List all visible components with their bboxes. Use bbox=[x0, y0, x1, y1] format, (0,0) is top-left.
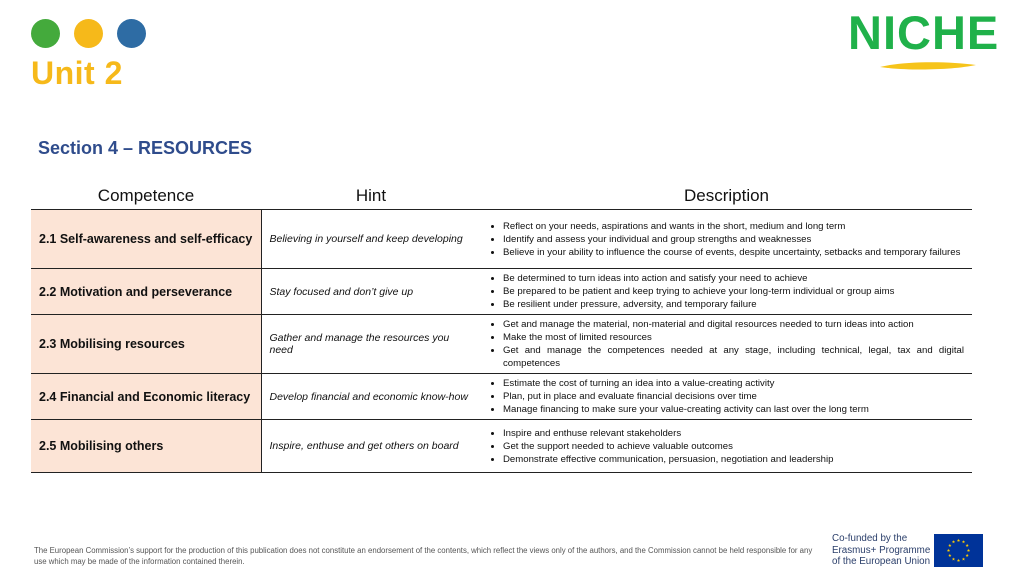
description-item: • Estimate the cost of turning an idea into a value-creating activity bbox=[503, 377, 964, 390]
logo-text: NICHE bbox=[848, 6, 1000, 59]
unit-title: Unit 2 bbox=[31, 55, 123, 91]
description-item: • Plan, put in place and evaluate financial decisions over time bbox=[503, 390, 964, 403]
hint-cell: Develop financial and economic know-how bbox=[261, 374, 481, 420]
color-dots bbox=[31, 19, 146, 48]
table-row bbox=[31, 420, 972, 473]
niche-logo bbox=[848, 8, 1010, 70]
eu-text-line: Erasmus+ Programme bbox=[832, 544, 931, 556]
description-cell bbox=[481, 210, 972, 269]
competence-cell: 2.1 Self-awareness and self-efficacy bbox=[31, 210, 261, 269]
logo-swoosh-icon bbox=[878, 60, 978, 71]
table-row bbox=[31, 210, 972, 269]
hint-cell: Inspire, enthuse and get others on board bbox=[261, 420, 481, 473]
eu-text-line: Co-funded by the bbox=[832, 533, 908, 544]
competence-cell: 2.3 Mobilising resources bbox=[31, 315, 261, 374]
description-item: • Inspire and enthuse relevant stakeholders bbox=[503, 427, 964, 440]
green-dot-icon bbox=[31, 19, 60, 48]
competence-table bbox=[31, 182, 972, 473]
description-item: • Make the most of limited resources bbox=[503, 331, 964, 344]
description-item: • Identify and assess your individual and group strengths and weaknesses bbox=[503, 233, 964, 246]
yellow-dot-icon bbox=[74, 19, 103, 48]
section-title: Section 4 – RESOURCES bbox=[38, 138, 253, 158]
hint-cell: Gather and manage the resources you need bbox=[261, 315, 481, 374]
description-item: • Get and manage the competences needed at any stage, including technical, legal, tax and digital competences bbox=[503, 344, 964, 370]
eu-cofunding-text bbox=[832, 533, 930, 568]
header-description: Description bbox=[481, 182, 972, 210]
description-item: • Reflect on your needs, aspirations and wants in the short, medium and long term bbox=[503, 220, 964, 233]
table-row bbox=[31, 374, 972, 420]
hint-cell: Believing in yourself and keep developing bbox=[261, 210, 481, 269]
description-item: • Be determined to turn ideas into action and satisfy your need to achieve bbox=[503, 272, 964, 285]
description-item: • Be prepared to be patient and keep trying to achieve your long-term individual or group aims bbox=[503, 285, 964, 298]
eu-flag-icon bbox=[934, 534, 983, 567]
eu-text-line: of the European Union bbox=[832, 556, 931, 567]
table-row bbox=[31, 315, 972, 374]
description-item: • Be resilient under pressure, adversity, and temporary failure bbox=[503, 298, 964, 311]
description-cell bbox=[481, 420, 972, 473]
header-hint: Hint bbox=[261, 182, 481, 210]
description-item: • Demonstrate effective communication, persuasion, negotiation and leadership bbox=[503, 453, 964, 466]
competence-cell: 2.2 Motivation and perseverance bbox=[31, 269, 261, 315]
disclaimer-text: The European Commission’s support for the production of this publication does not constitute an endorsement of the contents, which reflect the views only of the authors, and the Commission cannot be held responsible for any use which may be made of the information contained therein. bbox=[34, 546, 813, 566]
competence-cell: 2.5 Mobilising others bbox=[31, 420, 261, 473]
competence-cell: 2.4 Financial and Economic literacy bbox=[31, 374, 261, 420]
description-cell bbox=[481, 315, 972, 374]
description-item: • Manage financing to make sure your value-creating activity can last over the long term bbox=[503, 403, 964, 416]
description-cell bbox=[481, 374, 972, 420]
description-cell bbox=[481, 269, 972, 315]
header-competence: Competence bbox=[31, 182, 261, 210]
description-item: • Get the support needed to achieve valuable outcomes bbox=[503, 440, 964, 453]
table-row bbox=[31, 269, 972, 315]
blue-dot-icon bbox=[117, 19, 146, 48]
hint-cell: Stay focused and don’t give up bbox=[261, 269, 481, 315]
table-header-row bbox=[31, 182, 972, 210]
description-item: • Believe in your ability to influence the course of events, despite uncertainty, setbacks and temporary failures bbox=[503, 246, 964, 259]
description-item: • Get and manage the material, non-material and digital resources needed to turn ideas into action bbox=[503, 318, 964, 331]
